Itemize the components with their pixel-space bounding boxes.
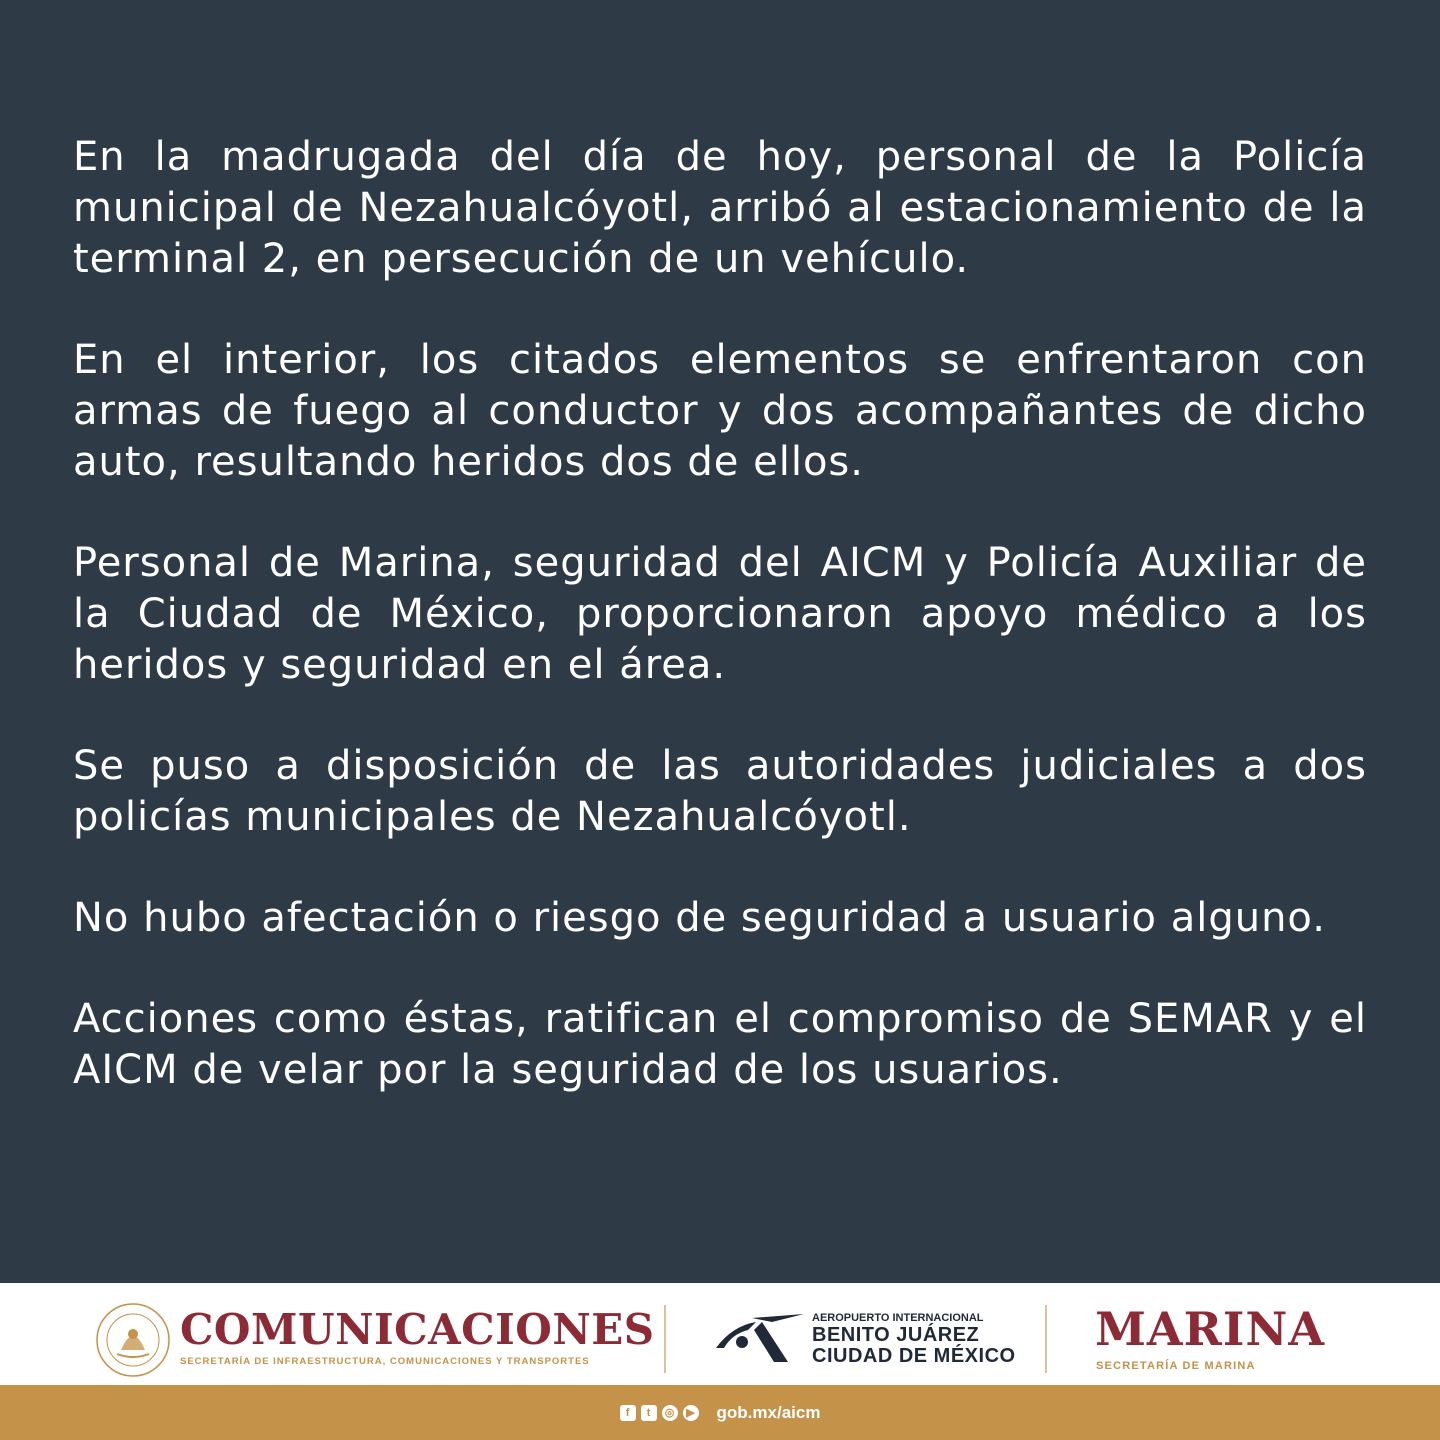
footer-divider [664,1305,666,1373]
footer-divider [1045,1305,1047,1373]
comunicaciones-title: COMUNICACIONES [180,1305,655,1354]
paragraph-6: Acciones como éstas, ratifican el compromiso de SEMAR y el AICM de velar por la seguridad de los usuarios. [73,996,1367,1093]
marina-title: MARINA [1095,1302,1326,1356]
youtube-icon[interactable]: ▶ [683,1405,699,1421]
footer-social-bar [0,1385,1440,1440]
twitter-icon[interactable]: t [641,1405,657,1421]
mexico-seal-icon [95,1302,171,1378]
comunicaciones-subtitle: SECRETARÍA DE INFRAESTRUCTURA, COMUNICACIONES Y TRANSPORTES [180,1356,590,1367]
aicm-line3: CIUDAD DE MÉXICO [812,1345,1016,1367]
paragraph-3: Personal de Marina, seguridad del AICM y Policía Auxiliar de la Ciudad de México, proporcionaron apoyo médico a los heridos y seguridad en el área. [73,540,1367,688]
aicm-logo-icon [712,1308,808,1364]
instagram-icon[interactable]: ◎ [662,1405,678,1421]
paragraph-4: Se puso a disposición de las autoridades judiciales a dos policías municipales de Nezahualcóyotl. [73,743,1367,840]
statement-text [73,132,1367,1146]
paragraph-1: En la madrugada del día de hoy, personal de la Policía municipal de Nezahualcóyotl, arribó al estacionamiento de la terminal 2, en persecución de un vehículo. [73,134,1367,282]
aicm-line2: BENITO JUÁREZ [812,1324,980,1346]
facebook-icon[interactable]: f [620,1405,636,1421]
social-icons [620,1405,699,1421]
website-link[interactable]: gob.mx/aicm [716,1402,821,1422]
marina-subtitle: SECRETARÍA DE MARINA [1096,1360,1256,1372]
paragraph-2: En el interior, los citados elementos se enfrentaron con armas de fuego al conductor y dos acompañantes de dicho auto, resultando heridos dos de ellos. [73,337,1367,485]
aicm-line1: AEROPUERTO INTERNACIONAL [812,1312,984,1324]
paragraph-5: No hubo afectación o riesgo de seguridad a usuario alguno. [73,895,1326,941]
